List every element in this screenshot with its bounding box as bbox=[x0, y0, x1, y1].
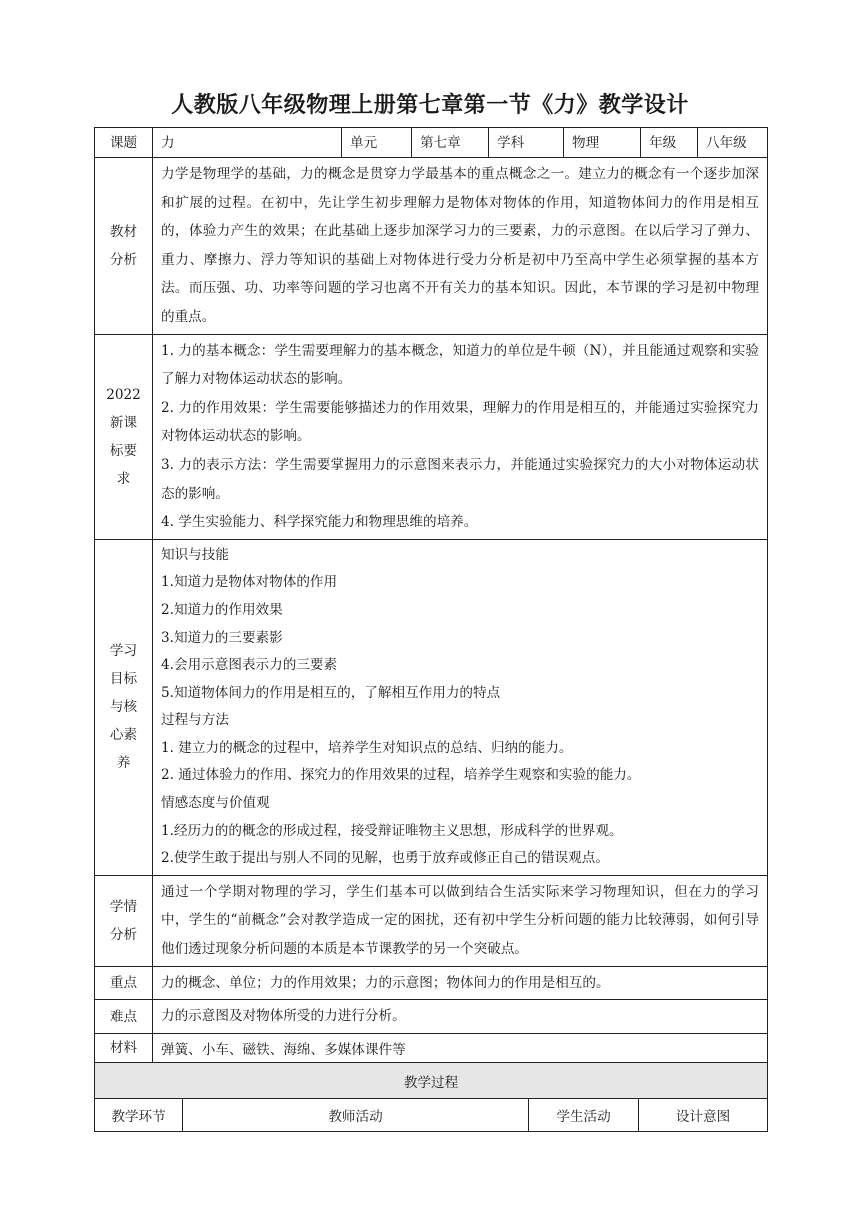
student-analysis-row bbox=[95, 875, 768, 966]
col-header-teaching-stage: 教学环节 bbox=[95, 1099, 183, 1132]
difficulties-text: 力的示意图及对物体所受的力进行分析。 bbox=[153, 1000, 768, 1034]
objectives-heading: 过程与方法 bbox=[161, 712, 229, 729]
standards-row bbox=[95, 334, 768, 539]
student-analysis-label: 学情 分析 bbox=[95, 875, 153, 966]
teaching-process-title: 教学过程 bbox=[95, 1063, 768, 1099]
standards-item: 3. 力的表示方法：学生需要掌握用力的示意图来表示力，并能通过实验探究力的大小对物体运动状态的影响。 bbox=[161, 456, 759, 502]
lesson-plan-table bbox=[94, 127, 768, 1091]
materials-label: 材料 bbox=[95, 1033, 153, 1090]
difficulties-label: 难点 bbox=[95, 1000, 153, 1034]
objectives-item: 4.会用示意图表示力的三要素 bbox=[161, 657, 338, 674]
subject-value: 物理 bbox=[564, 128, 641, 158]
standards-item: 4. 学生实验能力、科学探究能力和物理思维的培养。 bbox=[161, 514, 478, 531]
objectives-label: 学习 目标 与核 心素 养 bbox=[95, 539, 153, 875]
objectives-row bbox=[95, 539, 768, 875]
col-header-teacher-activity: 教师活动 bbox=[183, 1099, 529, 1132]
topic-value: 力 bbox=[153, 128, 342, 158]
col-header-design-intent: 设计意图 bbox=[639, 1099, 768, 1132]
page-title: 人教版八年级物理上册第七章第一节《力》教学设计 bbox=[171, 93, 689, 118]
topic-label: 课题 bbox=[95, 128, 153, 158]
grade-label: 年级 bbox=[641, 128, 698, 158]
textbook-analysis-label: 教材 分析 bbox=[95, 158, 153, 335]
objectives-item: 5.知道物体间力的作用是相互的，了解相互作用力的特点 bbox=[161, 684, 501, 701]
subject-label: 学科 bbox=[489, 128, 564, 158]
textbook-analysis-row bbox=[95, 158, 768, 335]
grade-value: 八年级 bbox=[698, 128, 768, 158]
student-analysis-text: 通过一个学期对物理的学习，学生们基本可以做到结合生活实际来学习物理知识，但在力的学习中，学生的“前概念”会对教学造成一定的困扰，还有初中学生分析问题的能力比较薄弱，如何引导他们透过现象分析问题的本质是本节课教学的另一个突破点。 bbox=[153, 875, 768, 966]
textbook-analysis-text: 力学是物理学的基础，力的概念是贯穿力学最基本的重点概念之一。建立力的概念有一个逐步加深和扩展的过程。在初中，先让学生初步理解力是物体对物体的作用，知道物体间力的作用是相互的，体验力产生的效果；在此基础上逐步加深学习力的三要素，力的示意图。在以后学习了弹力、重力、摩擦力、浮力等知识的基础上对物体进行受力分析是初中乃至高中学生必须掌握的基本方法。而压强、功、功率等问题的学习也离不开有关力的基本知识。因此，本节课的学习是初中物理的重点。 bbox=[153, 158, 768, 335]
objectives-item: 1.知道力是物体对物体的作用 bbox=[161, 574, 338, 591]
objectives-item: 2. 通过体验力的作用、探究力的作用效果的过程，培养学生观察和实验的能力。 bbox=[161, 767, 641, 784]
objectives-item: 1.经历力的的概念的形成过程，接受辩证唯物主义思想，形成科学的世界观。 bbox=[161, 822, 623, 839]
objectives-item: 2.知道力的作用效果 bbox=[161, 601, 283, 618]
unit-label: 单元 bbox=[342, 128, 412, 158]
objectives-item: 3.知道力的三要素影 bbox=[161, 629, 283, 646]
teaching-process-table bbox=[94, 1062, 768, 1132]
key-points-text: 力的概念、单位；力的作用效果；力的示意图；物体间力的作用是相互的。 bbox=[153, 966, 768, 1000]
standards-label: 2022 新课 标要 求 bbox=[95, 334, 153, 539]
key-points-label: 重点 bbox=[95, 966, 153, 1000]
objectives-heading: 知识与技能 bbox=[161, 546, 229, 563]
objectives-heading: 情感态度与价值观 bbox=[161, 795, 270, 812]
standards-item: 2. 力的作用效果：学生需要能够描述力的作用效果，理解力的作用是相互的，并能通过实验探究力对物体运动状态的影响。 bbox=[161, 399, 759, 445]
standards-content bbox=[153, 334, 768, 539]
objectives-content bbox=[153, 539, 768, 875]
objectives-item: 1. 建立力的概念的过程中，培养学生对知识点的总结、归纳的能力。 bbox=[161, 739, 573, 756]
difficulties-row bbox=[95, 1000, 768, 1034]
objectives-item: 2.使学生敢于提出与别人不同的见解，也勇于放弃或修正自己的错误观点。 bbox=[161, 850, 609, 867]
col-header-student-activity: 学生活动 bbox=[529, 1099, 639, 1132]
unit-value: 第七章 bbox=[412, 128, 489, 158]
header-row bbox=[95, 128, 768, 158]
materials-text: 弹簧、小车、磁铁、海绵、多媒体课件等 bbox=[153, 1033, 768, 1090]
key-points-row bbox=[95, 966, 768, 1000]
standards-item: 1. 力的基本概念：学生需要理解力的基本概念，知道力的单位是牛顿（N），并且能通过观察和实验了解力对物体运动状态的影响。 bbox=[161, 342, 759, 388]
